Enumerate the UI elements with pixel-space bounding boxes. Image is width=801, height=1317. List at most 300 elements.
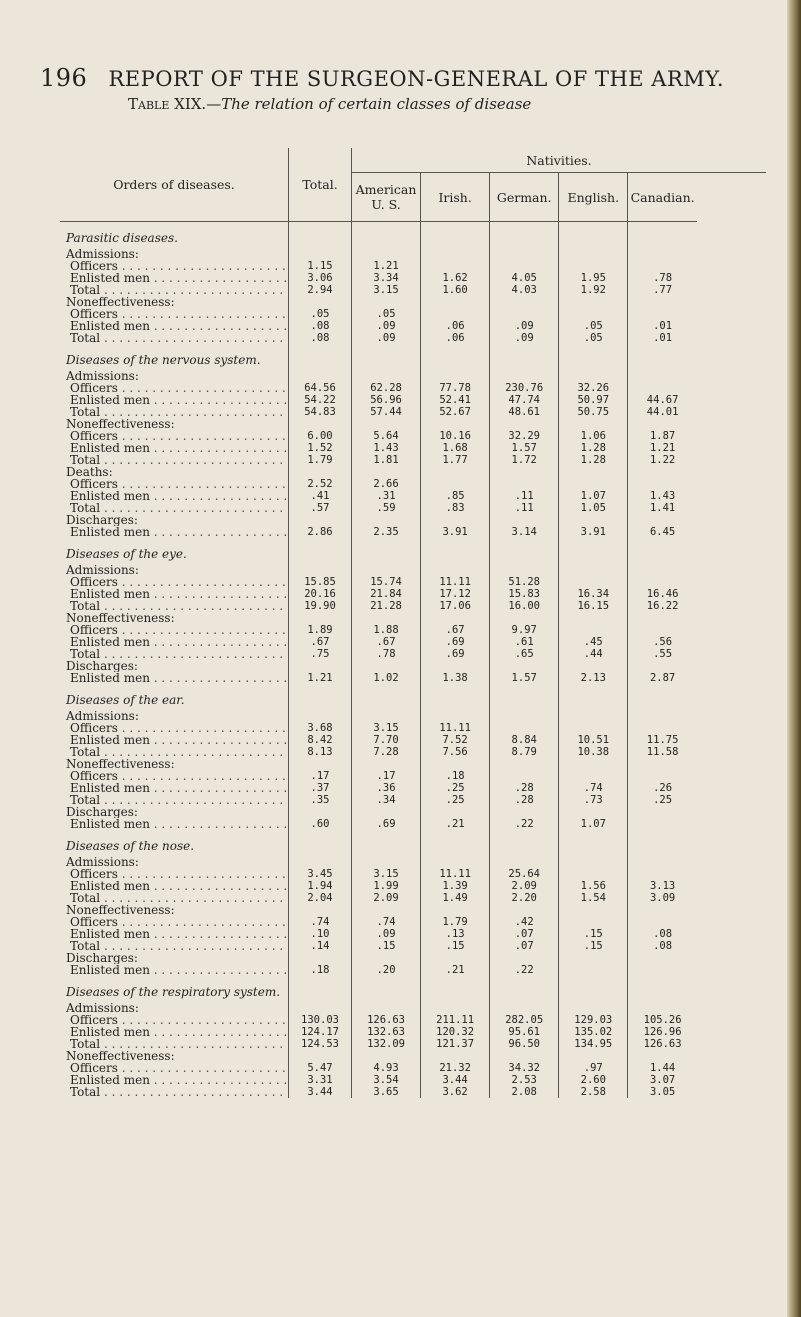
cell-value	[421, 564, 490, 576]
cell-value: 10.51	[559, 734, 628, 746]
col-nativities-header: Nativities.	[352, 148, 767, 173]
row-label-text: Discharges:	[66, 514, 138, 526]
cell-value: 230.76	[490, 382, 559, 394]
subheading-row	[60, 1050, 766, 1062]
cell-value: .18	[289, 964, 352, 976]
cell-value	[490, 952, 559, 964]
cell-value: .25	[421, 794, 490, 806]
cell-value	[289, 660, 352, 672]
table-row	[60, 782, 766, 794]
cell-value	[490, 710, 559, 722]
row-label	[60, 320, 289, 332]
cell-value	[421, 514, 490, 526]
row-label-text: Officers	[70, 478, 118, 490]
cell-value: 126.63	[643, 1038, 682, 1050]
cell-value: 1.05	[559, 502, 628, 514]
table-caption	[128, 95, 768, 113]
row-label-text: Enlisted men	[70, 964, 150, 976]
cell-value	[352, 248, 421, 260]
cell-value: 3.45	[289, 868, 352, 880]
cell-value	[421, 806, 490, 818]
cell-value	[559, 758, 628, 770]
cell-value	[628, 466, 697, 478]
cell-value: 4.93	[352, 1062, 421, 1074]
table-row	[60, 576, 766, 588]
table-row	[60, 770, 766, 782]
cell-value: .67	[421, 624, 490, 636]
cell-value	[352, 612, 421, 624]
cell-value	[289, 344, 352, 370]
cell-value: 1.43	[649, 490, 676, 502]
cell-value: 3.54	[352, 1074, 421, 1086]
row-label-text: Noneffectiveness:	[66, 418, 175, 430]
cell-value	[559, 514, 628, 526]
table-row	[60, 490, 766, 502]
cell-value: 7.52	[421, 734, 490, 746]
cell-value	[628, 868, 697, 880]
cell-value: 1.62	[421, 272, 490, 284]
cell-value	[559, 466, 628, 478]
row-label-text: Noneffectiveness:	[66, 296, 175, 308]
row-label	[60, 684, 289, 710]
cell-value	[559, 856, 628, 868]
cell-value: 8.13	[289, 746, 352, 758]
cell-value	[421, 222, 490, 249]
data-table	[60, 148, 766, 1098]
cell-value	[490, 478, 559, 490]
cell-value: 20.16	[289, 588, 352, 600]
cell-value	[628, 248, 697, 260]
table-row	[60, 320, 766, 332]
cell-value: 16.46	[646, 588, 679, 600]
cell-value	[559, 952, 628, 964]
cell-value	[352, 758, 421, 770]
cell-value: .56	[653, 636, 673, 648]
cell-value: .67	[289, 636, 352, 648]
cell-value: .78	[352, 648, 421, 660]
cell-value: 130.03	[289, 1014, 352, 1026]
cell-value	[628, 856, 697, 868]
row-label	[60, 746, 289, 758]
row-label-text: Enlisted men	[70, 1074, 150, 1086]
row-label-text: Enlisted men	[70, 880, 150, 892]
cell-value: 3.65	[352, 1086, 421, 1098]
cell-value: .13	[421, 928, 490, 940]
cell-value	[490, 564, 559, 576]
cell-value	[628, 260, 697, 272]
table-row	[60, 916, 766, 928]
cell-value: 2.08	[490, 1086, 559, 1098]
cell-value	[559, 806, 628, 818]
subheading-row	[60, 806, 766, 818]
cell-value: 1.68	[421, 442, 490, 454]
cell-value	[628, 382, 697, 394]
subheading-row	[60, 514, 766, 526]
cell-value: 1.15	[289, 260, 352, 272]
cell-value: 1.21	[289, 672, 352, 684]
subheading-row	[60, 564, 766, 576]
cell-value	[559, 904, 628, 916]
table-row	[60, 648, 766, 660]
section-row	[60, 222, 766, 249]
cell-value: 7.56	[421, 746, 490, 758]
cell-value	[628, 830, 697, 856]
cell-value	[421, 758, 490, 770]
cell-value: 8.79	[490, 746, 559, 758]
cell-value: .59	[352, 502, 421, 514]
cell-value	[289, 514, 352, 526]
row-label	[60, 806, 289, 818]
table-row	[60, 818, 766, 830]
cell-value: .10	[289, 928, 352, 940]
cell-value: 3.13	[649, 880, 676, 892]
cell-value	[628, 964, 697, 976]
cell-value	[289, 904, 352, 916]
cell-value: .78	[653, 272, 673, 284]
cell-value	[421, 1002, 490, 1014]
cell-value	[352, 370, 421, 382]
cell-value	[559, 260, 628, 272]
cell-value: .34	[352, 794, 421, 806]
cell-value: 3.68	[289, 722, 352, 734]
cell-value: 2.52	[289, 478, 352, 490]
cell-value	[289, 952, 352, 964]
cell-value: 5.47	[289, 1062, 352, 1074]
cell-value: .05	[352, 308, 421, 320]
cell-value: .28	[490, 794, 559, 806]
cell-value: 1.60	[421, 284, 490, 296]
row-label	[60, 1002, 289, 1014]
cell-value	[289, 710, 352, 722]
cell-value: 1.57	[490, 672, 559, 684]
cell-value	[490, 466, 559, 478]
cell-value: 16.34	[559, 588, 628, 600]
cell-value: 11.11	[421, 576, 490, 588]
row-label	[60, 1050, 289, 1062]
row-label-text: Enlisted men	[70, 490, 150, 502]
cell-value: 3.44	[289, 1086, 352, 1098]
row-label	[60, 672, 289, 684]
row-label-text: Noneffectiveness:	[66, 904, 175, 916]
cell-value: 1.38	[421, 672, 490, 684]
row-label-text: Admissions:	[66, 710, 139, 722]
cell-value: .08	[289, 332, 352, 344]
cell-value	[559, 710, 628, 722]
cell-value: 1.57	[490, 442, 559, 454]
row-label-text: Admissions:	[66, 1002, 139, 1014]
table-row	[60, 1038, 766, 1050]
cell-value: 11.75	[646, 734, 679, 746]
row-label-text: Enlisted men	[70, 1026, 150, 1038]
row-label-text: Enlisted men	[70, 442, 150, 454]
cell-value	[289, 758, 352, 770]
cell-value	[289, 684, 352, 710]
cell-value	[559, 1050, 628, 1062]
row-label-text: Enlisted men	[70, 928, 150, 940]
table-row	[60, 940, 766, 952]
row-label-text: Enlisted men	[70, 782, 150, 794]
col-orders-header: Orders of diseases.	[60, 148, 289, 222]
row-label	[60, 430, 289, 442]
cell-value	[628, 478, 697, 490]
row-label-text: Total	[70, 332, 101, 344]
cell-value: .09	[352, 332, 421, 344]
cell-value	[490, 758, 559, 770]
cell-value	[352, 856, 421, 868]
row-label-text: Total	[70, 648, 101, 660]
row-label-text: Enlisted men	[70, 588, 150, 600]
cell-value: .74	[289, 916, 352, 928]
cell-value: .08	[289, 320, 352, 332]
subheading-row	[60, 856, 766, 868]
cell-value: .17	[289, 770, 352, 782]
cell-value: 15.74	[352, 576, 421, 588]
cell-value: .11	[490, 490, 559, 502]
cell-value: 21.32	[421, 1062, 490, 1074]
row-label	[60, 880, 289, 892]
cell-value	[490, 296, 559, 308]
row-label	[60, 418, 289, 430]
cell-value: 2.53	[490, 1074, 559, 1086]
row-label-text: Diseases of the nose.	[66, 839, 195, 853]
cell-value: .06	[421, 320, 490, 332]
cell-value: .65	[490, 648, 559, 660]
row-label-text: Officers	[70, 576, 118, 588]
table-row	[60, 394, 766, 406]
cell-value: .07	[490, 928, 559, 940]
cell-value	[352, 660, 421, 672]
cell-value	[559, 370, 628, 382]
cell-value	[559, 576, 628, 588]
cell-value: 3.14	[490, 526, 559, 538]
row-label	[60, 514, 289, 526]
cell-value	[628, 370, 697, 382]
cell-value: 17.06	[421, 600, 490, 612]
cell-value	[628, 296, 697, 308]
row-label	[60, 1074, 289, 1086]
cell-value	[289, 466, 352, 478]
cell-value	[421, 370, 490, 382]
table-row	[60, 880, 766, 892]
cell-value	[490, 722, 559, 734]
cell-value: .69	[421, 648, 490, 660]
cell-value: 1.07	[559, 490, 628, 502]
cell-value: 1.07	[559, 818, 628, 830]
subheading-row	[60, 904, 766, 916]
cell-value: .28	[490, 782, 559, 794]
row-label-text: Diseases of the nervous system.	[66, 353, 261, 367]
cell-value	[559, 1002, 628, 1014]
table-row	[60, 1026, 766, 1038]
cell-value: 1.92	[559, 284, 628, 296]
cell-value	[559, 564, 628, 576]
cell-value	[628, 418, 697, 430]
cell-value	[352, 222, 421, 249]
cell-value: .05	[289, 308, 352, 320]
cell-value: 1.43	[352, 442, 421, 454]
running-title: REPORT OF THE SURGEON-GENERAL OF THE ARMY.	[108, 67, 725, 91]
cell-value	[352, 1002, 421, 1014]
row-label	[60, 248, 289, 260]
cell-value	[490, 684, 559, 710]
row-label	[60, 660, 289, 672]
cell-value	[421, 296, 490, 308]
cell-value: 3.15	[352, 722, 421, 734]
cell-value: .69	[352, 818, 421, 830]
row-label	[60, 648, 289, 660]
cell-value: 44.67	[646, 394, 679, 406]
subheading-row	[60, 248, 766, 260]
cell-value: .42	[490, 916, 559, 928]
subheading-row	[60, 612, 766, 624]
table-row	[60, 722, 766, 734]
cell-value: .08	[653, 940, 673, 952]
row-label-text: Officers	[70, 1062, 118, 1074]
cell-value	[421, 684, 490, 710]
cell-value: 1.28	[559, 442, 628, 454]
cell-value: 2.87	[649, 672, 676, 684]
row-label-text: Admissions:	[66, 248, 139, 260]
row-label	[60, 332, 289, 344]
cell-value	[628, 538, 697, 564]
cell-value	[421, 248, 490, 260]
cell-value	[559, 612, 628, 624]
cell-value: .85	[421, 490, 490, 502]
cell-value	[490, 976, 559, 1002]
cell-value: .36	[352, 782, 421, 794]
cell-value	[490, 514, 559, 526]
table-row	[60, 284, 766, 296]
cell-value	[559, 344, 628, 370]
cell-value	[559, 538, 628, 564]
row-label	[60, 454, 289, 466]
cell-value	[421, 478, 490, 490]
cell-value	[490, 660, 559, 672]
row-label-text: Officers	[70, 382, 118, 394]
row-label-text: Enlisted men	[70, 394, 150, 406]
cell-value: 52.67	[421, 406, 490, 418]
row-label	[60, 272, 289, 284]
row-label-text: Diseases of the ear.	[66, 693, 185, 707]
table-row	[60, 454, 766, 466]
col-total-header: Total.	[289, 148, 352, 222]
cell-value	[490, 904, 559, 916]
col-american-header: American U. S.	[352, 173, 421, 222]
table-row	[60, 1014, 766, 1026]
cell-value	[352, 514, 421, 526]
row-label	[60, 1038, 289, 1050]
row-label-text: Admissions:	[66, 564, 139, 576]
row-label	[60, 382, 289, 394]
cell-value: 2.94	[289, 284, 352, 296]
table-row	[60, 734, 766, 746]
row-label-text: Enlisted men	[70, 734, 150, 746]
cell-value	[352, 952, 421, 964]
row-label-text: Noneffectiveness:	[66, 612, 175, 624]
cell-value: 135.02	[559, 1026, 628, 1038]
cell-value: 15.85	[289, 576, 352, 588]
row-label	[60, 952, 289, 964]
row-label	[60, 636, 289, 648]
row-label-text: Total	[70, 406, 101, 418]
subheading-row	[60, 1002, 766, 1014]
cell-value: 50.97	[559, 394, 628, 406]
cell-value	[289, 830, 352, 856]
row-label	[60, 868, 289, 880]
cell-value	[559, 722, 628, 734]
cell-value: .61	[490, 636, 559, 648]
cell-value	[421, 830, 490, 856]
row-label-text: Enlisted men	[70, 672, 150, 684]
cell-value: 1.22	[649, 454, 676, 466]
cell-value: 1.89	[289, 624, 352, 636]
row-label	[60, 564, 289, 576]
cell-value: 52.41	[421, 394, 490, 406]
cell-value	[628, 722, 697, 734]
row-label-text: Total	[70, 892, 101, 904]
subheading-row	[60, 418, 766, 430]
cell-value: 1.52	[289, 442, 352, 454]
cell-value: 282.05	[490, 1014, 559, 1026]
row-label-text: Noneffectiveness:	[66, 758, 175, 770]
cell-value	[421, 710, 490, 722]
row-label	[60, 904, 289, 916]
row-label	[60, 758, 289, 770]
subheading-row	[60, 466, 766, 478]
row-label	[60, 588, 289, 600]
cell-value: .05	[559, 332, 628, 344]
table-row	[60, 624, 766, 636]
cell-value: 1.88	[352, 624, 421, 636]
cell-value: 134.95	[559, 1038, 628, 1050]
cell-value: 2.35	[352, 526, 421, 538]
row-label-text: Total	[70, 1038, 101, 1050]
cell-value	[628, 660, 697, 672]
cell-value: .77	[653, 284, 673, 296]
cell-value: .01	[653, 332, 673, 344]
cell-value	[421, 260, 490, 272]
cell-value: .57	[289, 502, 352, 514]
cell-value	[628, 1050, 697, 1062]
row-label-text: Total	[70, 284, 101, 296]
subheading-row	[60, 758, 766, 770]
cell-value	[559, 418, 628, 430]
cell-value	[559, 830, 628, 856]
cell-value: 6.45	[649, 526, 676, 538]
row-label	[60, 892, 289, 904]
table-row	[60, 502, 766, 514]
row-label	[60, 478, 289, 490]
row-label-text: Discharges:	[66, 806, 138, 818]
cell-value: 8.42	[289, 734, 352, 746]
cell-value: .09	[490, 332, 559, 344]
cell-value	[289, 564, 352, 576]
cell-value: 121.37	[421, 1038, 490, 1050]
cell-value	[289, 856, 352, 868]
section-row	[60, 538, 766, 564]
cell-value: 120.32	[421, 1026, 490, 1038]
row-label-text: Total	[70, 454, 101, 466]
cell-value	[559, 660, 628, 672]
cell-value	[490, 344, 559, 370]
cell-value: .06	[421, 332, 490, 344]
cell-value	[490, 1002, 559, 1014]
cell-value	[628, 818, 697, 830]
col-irish-header: Irish.	[421, 173, 490, 222]
cell-value: 1.21	[352, 260, 421, 272]
row-label	[60, 722, 289, 734]
cell-value: 3.15	[352, 284, 421, 296]
